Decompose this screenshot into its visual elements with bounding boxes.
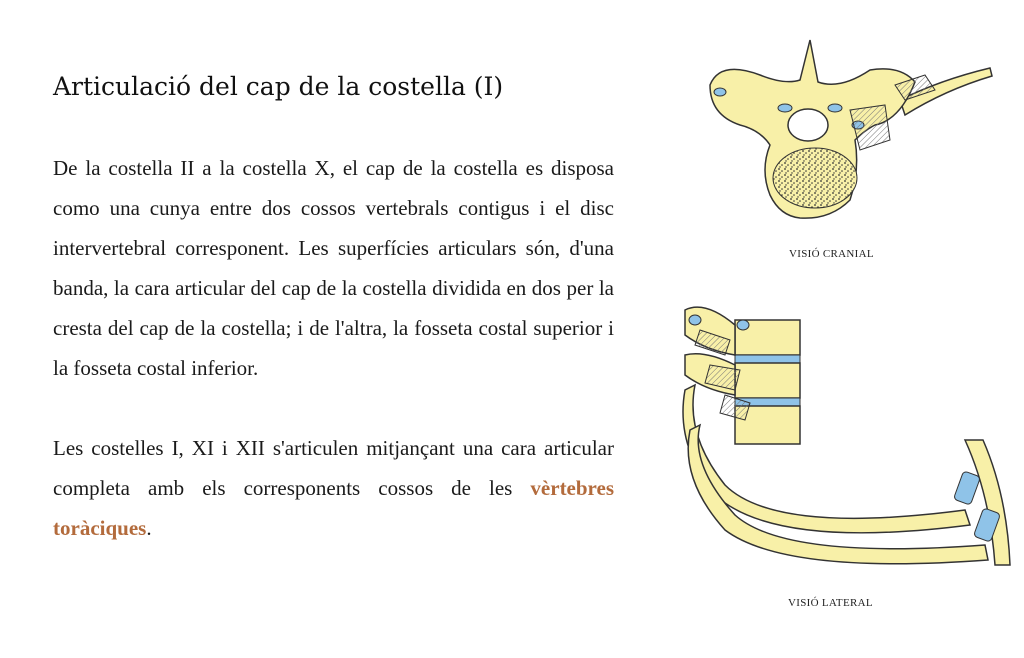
articular-cartilage	[778, 104, 792, 112]
paragraph-2-text: Les costelles I, XI i XII s'articulen mitjançant una cara articular completa amb els corresponents cossos de les	[53, 436, 614, 500]
vertebral-foramen	[788, 109, 828, 141]
paragraph-2-end: .	[146, 516, 152, 540]
articular-cartilage	[737, 320, 749, 330]
lateral-view-illustration	[665, 295, 1015, 585]
vertebral-body	[773, 148, 857, 208]
paragraph-2	[53, 428, 614, 548]
cranial-view-caption: VISIÓ CRANIAL	[789, 248, 874, 260]
cranial-view-illustration	[700, 30, 1000, 230]
articular-cartilage	[714, 88, 726, 96]
vertebral-body	[735, 363, 800, 398]
lateral-view-caption: VISIÓ LATERAL	[788, 597, 873, 609]
article	[53, 68, 614, 548]
paragraph-1: De la costella II a la costella X, el cap de la costella es disposa como una cunya entre dos cossos vertebrals contigus i el disc intervertebral corresponent. Les superfícies articulars són, d'una banda, la cara articular del cap de la costella dividida en dos per la cresta del cap de la costella; i de l'altra, la fosseta costal superior i la fosseta costal inferior.	[53, 156, 614, 380]
articular-cartilage	[689, 315, 701, 325]
costal-cartilage	[953, 471, 980, 505]
thoracic-vertebrae-link[interactable]: vèrtebres toràciques	[53, 476, 614, 540]
articular-cartilage	[828, 104, 842, 112]
intervertebral-disc	[735, 355, 800, 363]
page-title: Articulació del cap de la costella (I)	[53, 72, 504, 101]
